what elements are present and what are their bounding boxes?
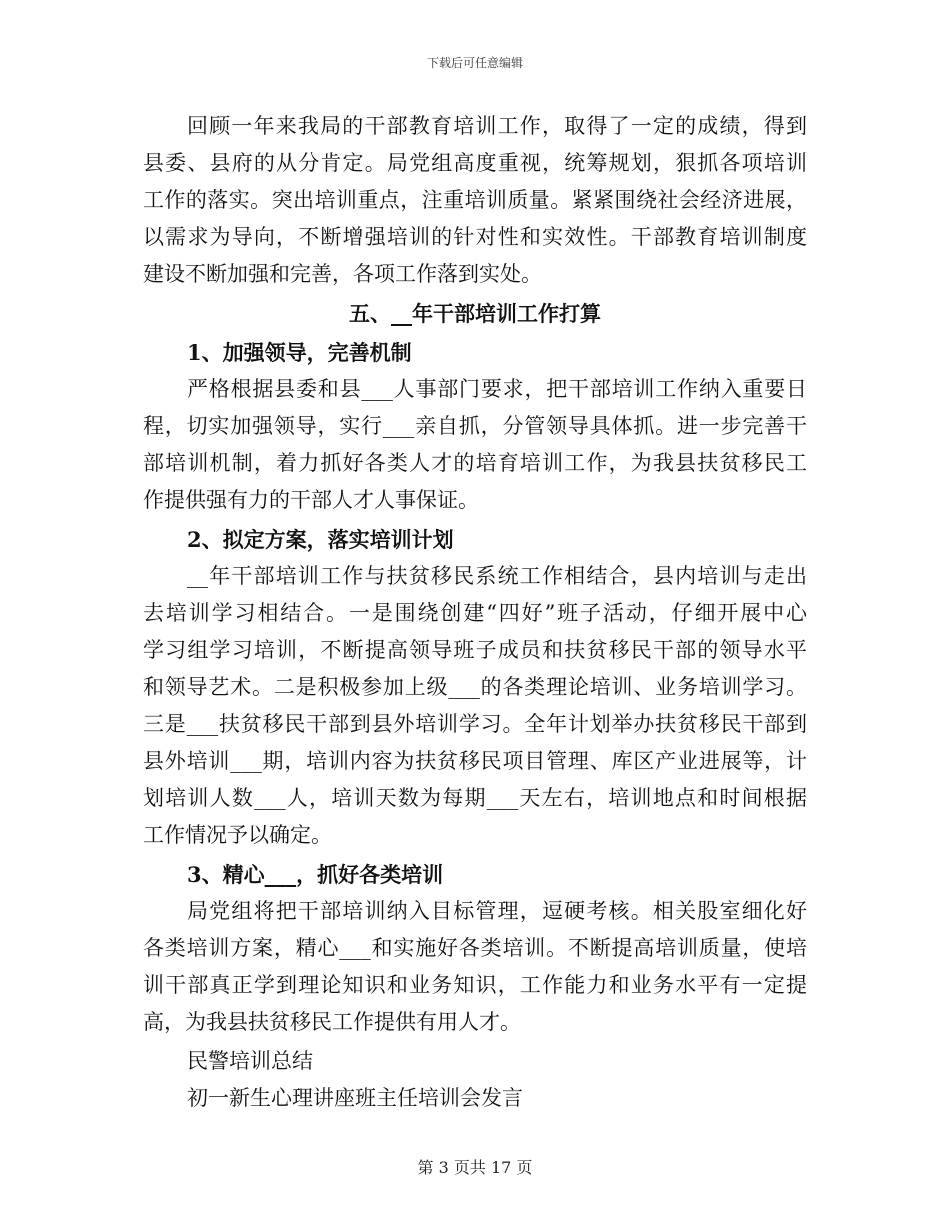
text-line: 回顾一年来我局的干部教育培训工作，取得了一定的成绩，得到	[187, 114, 807, 138]
text-line: 学习组学习培训，不断提高领导班子成员和扶贫移民干部的领导水平	[143, 638, 807, 662]
paragraph-leadership	[143, 371, 807, 519]
text-line: 局党组将把干部培训纳入目标管理，逗硬考核。相关股室细化好	[187, 899, 807, 923]
text-line: 以需求为导向，不断增强培训的针对性和实效性。干部教育培训制度	[143, 225, 807, 249]
text-line: 高，为我县扶贫移民工作提供有用人才。	[143, 1010, 521, 1034]
page-footer: 第 3 页共 17 页	[417, 1158, 533, 1177]
paragraph-plan	[143, 558, 807, 854]
text-line: 严格根据县委和县___人事部门要求，把干部培训工作纳入重要日	[187, 377, 807, 401]
text-line: 程，切实加强领导，实行___亲自抓，分管领导具体抓。进一步完善干	[143, 414, 807, 438]
page-header: 下载后可任意编辑	[426, 56, 523, 70]
text-line: 部培训机制，着力抓好各类人才的培育培训工作，为我县扶贫移民工	[143, 451, 807, 475]
section-title: 五、__年干部培训工作打算	[349, 301, 601, 326]
text-line: 工作情况予以确定。	[143, 823, 332, 847]
heading-2: 2、拟定方案，落实培训计划	[187, 527, 454, 552]
document-body	[143, 108, 807, 1117]
text-line: 工作的落实。突出培训重点，注重培训质量。紧紧围绕社会经济进展，	[143, 188, 807, 212]
paragraph-review	[143, 108, 807, 293]
text-line: 三是___扶贫移民干部到县外培训学习。全年计划举办扶贫移民干部到	[143, 712, 807, 736]
text-line: 和领导艺术。二是积极参加上级___的各类理论培训、业务培训学习。	[143, 675, 807, 699]
text-line: 去培训学习相结合。一是围绕创建“四好”班子活动，仔细开展中心	[143, 601, 807, 625]
paragraph-training	[143, 893, 807, 1041]
related-link-1: 民警培训总结	[187, 1049, 313, 1073]
text-line: 建设不断加强和完善，各项工作落到实处。	[143, 262, 542, 286]
heading-3: 3、精心___，抓好各类培训	[187, 862, 444, 887]
text-line: 训干部真正学到理论知识和业务知识，工作能力和业务水平有一定提	[143, 973, 807, 997]
related-link-2: 初一新生心理讲座班主任培训会发言	[187, 1086, 523, 1110]
text-line: 各类培训方案，精心___和实施好各类培训。不断提高培训质量，使培	[143, 936, 807, 960]
text-line: 作提供强有力的干部人才人事保证。	[143, 488, 479, 512]
text-line: 县委、县府的从分肯定。局党组高度重视，统筹规划，狠抓各项培训	[143, 151, 807, 175]
text-line: 划培训人数___人，培训天数为每期___天左右，培训地点和时间根据	[143, 786, 807, 810]
heading-1: 1、加强领导，完善机制	[187, 340, 412, 365]
text-line: 县外培训___期，培训内容为扶贫移民项目管理、库区产业进展等，计	[143, 749, 807, 773]
text-line: __年干部培训工作与扶贫移民系统工作相结合，县内培训与走出	[187, 564, 807, 588]
